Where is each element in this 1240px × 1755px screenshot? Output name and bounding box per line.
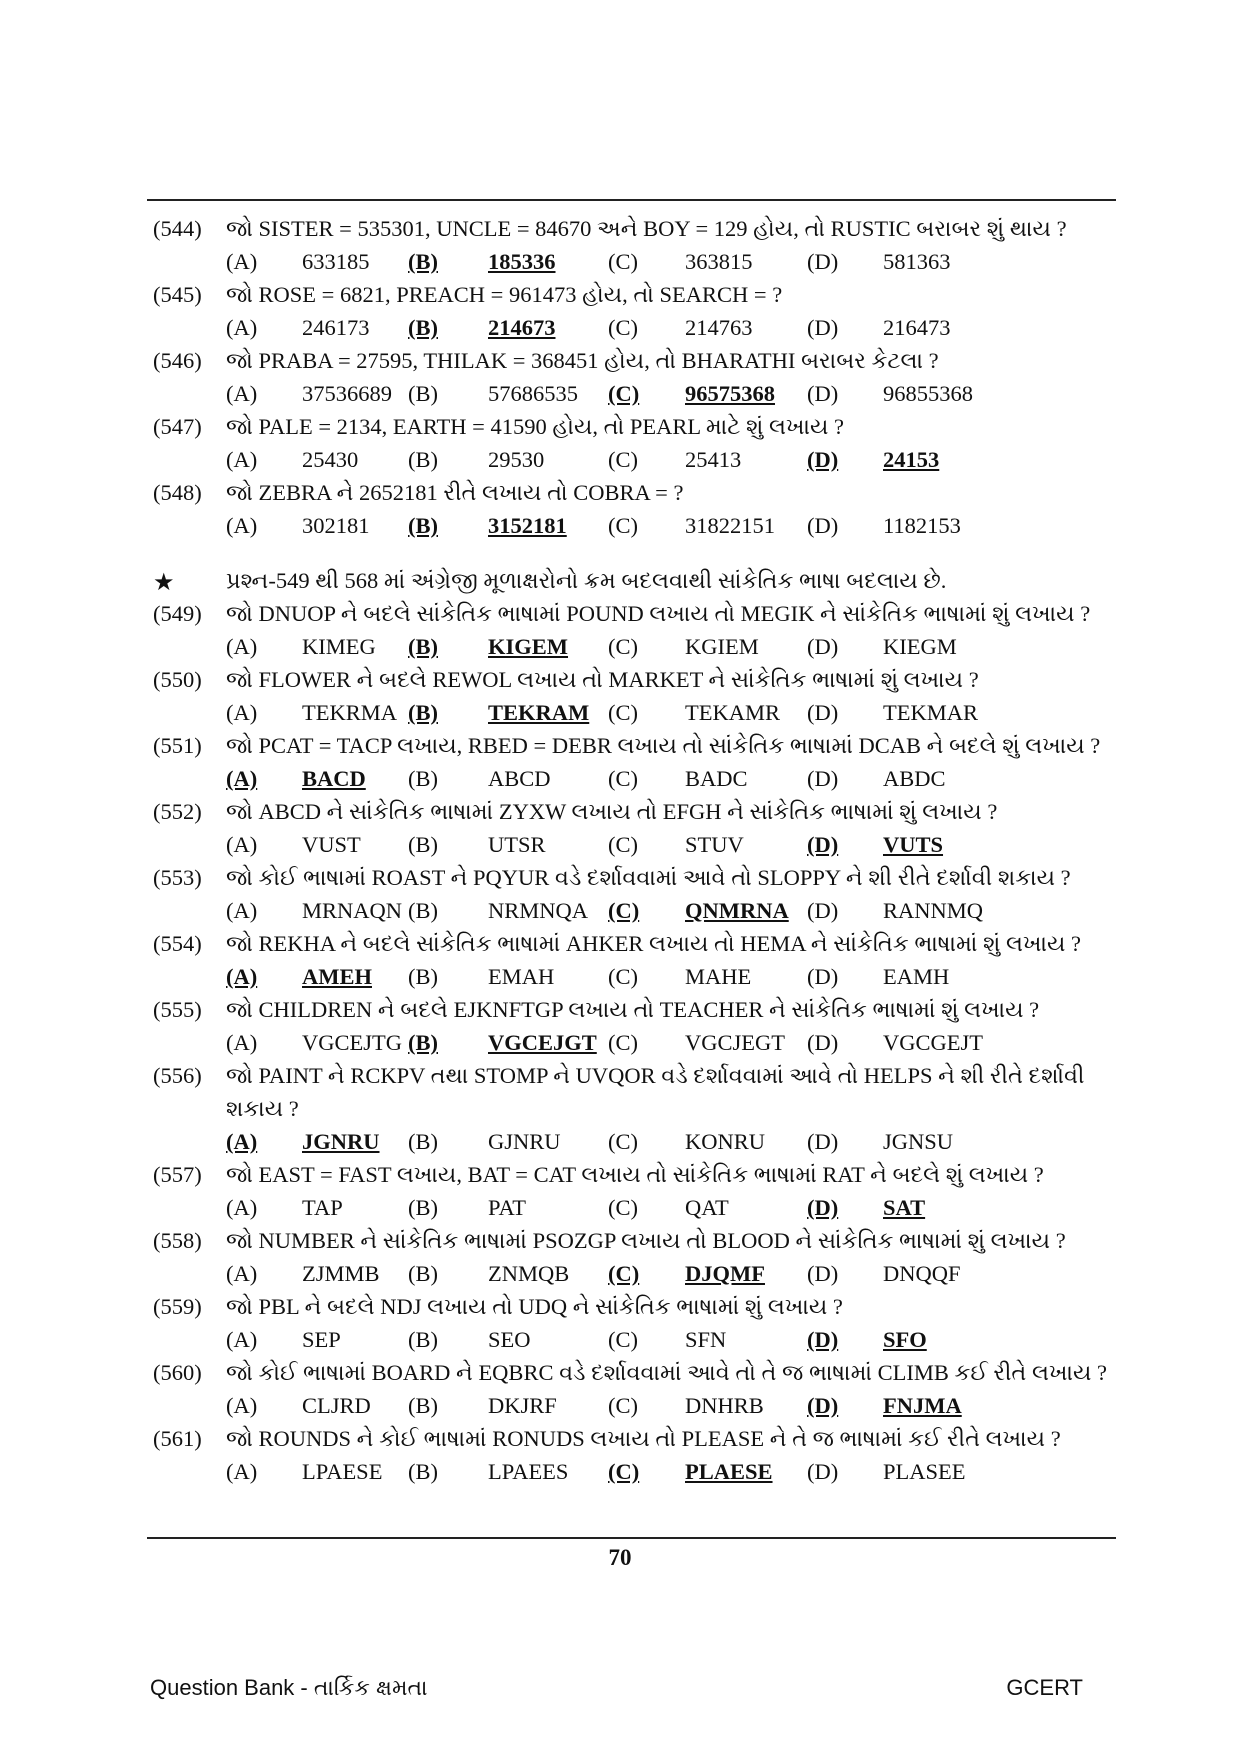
question-number: (549) bbox=[153, 601, 202, 626]
option-value: MRNAQN bbox=[302, 898, 403, 923]
option-label: (B) bbox=[408, 766, 438, 791]
page-number: 70 bbox=[608, 1545, 632, 1570]
question-text: જો કોઈ ભાષામાં ROAST ને PQYUR વડે દર્શાવવામાં આવે તો SLOPPY ને શી રીતે દર્શાવી શકાય ? bbox=[226, 865, 1071, 890]
correct-option-value: VUTS bbox=[883, 832, 944, 857]
question-item bbox=[150, 601, 1120, 667]
option-label: (D) bbox=[807, 315, 839, 340]
option-value: SEP bbox=[302, 1327, 341, 1352]
option-value: VGCJEGT bbox=[685, 1030, 785, 1055]
option-label: (A) bbox=[226, 700, 258, 725]
option-value: CLJRD bbox=[302, 1393, 371, 1418]
correct-option-label: (A) bbox=[226, 1129, 258, 1154]
option-value: UTSR bbox=[488, 832, 546, 857]
option-value: ABDC bbox=[883, 766, 946, 791]
correct-option-label: (B) bbox=[408, 249, 438, 274]
option-label: (C) bbox=[608, 1327, 638, 1352]
question-group-549-561 bbox=[150, 601, 1120, 1492]
option-value: 29530 bbox=[488, 447, 545, 472]
question-line bbox=[150, 931, 1120, 964]
question-number: (546) bbox=[153, 348, 202, 373]
question-item bbox=[150, 931, 1120, 997]
options-row bbox=[150, 447, 1120, 480]
option-value: 37536689 bbox=[302, 381, 392, 406]
question-number: (544) bbox=[153, 216, 202, 241]
question-line bbox=[150, 601, 1120, 634]
option-label: (A) bbox=[226, 249, 258, 274]
question-group-544-548 bbox=[150, 216, 1120, 546]
section-gap bbox=[150, 546, 1120, 568]
question-number: (556) bbox=[153, 1063, 202, 1088]
correct-option-label: (C) bbox=[608, 1459, 640, 1484]
correct-option-value: 24153 bbox=[883, 447, 940, 472]
question-text: જો FLOWER ને બદલે REWOL લખાય તો MARKET ને સાંકેતિક ભાષામાં શું લખાય ? bbox=[226, 667, 979, 692]
bottom-rule bbox=[147, 1537, 1116, 1539]
question-line bbox=[150, 1063, 1120, 1096]
options-row bbox=[150, 513, 1120, 546]
question-item bbox=[150, 1063, 1120, 1162]
option-label: (C) bbox=[608, 766, 638, 791]
star-icon: ★ bbox=[153, 570, 175, 596]
question-item bbox=[150, 997, 1120, 1063]
correct-option-label: (D) bbox=[807, 1195, 839, 1220]
option-value: TEKRMA bbox=[302, 700, 397, 725]
correct-option-value: 3152181 bbox=[488, 513, 567, 538]
correct-option-value: QNMRNA bbox=[685, 898, 789, 923]
option-label: (D) bbox=[807, 249, 839, 274]
correct-option-value: DJQMF bbox=[685, 1261, 765, 1286]
option-label: (A) bbox=[226, 634, 258, 659]
question-item bbox=[150, 348, 1120, 414]
option-label: (B) bbox=[408, 964, 438, 989]
option-label: (C) bbox=[608, 1129, 638, 1154]
option-label: (D) bbox=[807, 1129, 839, 1154]
option-value: TEKMAR bbox=[883, 700, 978, 725]
option-label: (C) bbox=[608, 447, 638, 472]
question-text: જો કોઈ ભાષામાં BOARD ને EQBRC વડે દર્શાવવામાં આવે તો તે જ ભાષામાં CLIMB કઈ રીતે લખાય ? bbox=[226, 1360, 1108, 1385]
option-label: (B) bbox=[408, 1195, 438, 1220]
option-value: STUV bbox=[685, 832, 744, 857]
option-label: (A) bbox=[226, 832, 258, 857]
option-label: (B) bbox=[408, 832, 438, 857]
options-row bbox=[150, 315, 1120, 348]
correct-option-label: (A) bbox=[226, 964, 258, 989]
question-line bbox=[150, 1162, 1120, 1195]
option-value: PLASEE bbox=[883, 1459, 966, 1484]
question-line bbox=[150, 1294, 1120, 1327]
option-label: (D) bbox=[807, 898, 839, 923]
option-label: (D) bbox=[807, 1459, 839, 1484]
option-value: 363815 bbox=[685, 249, 753, 274]
correct-option-value: 185336 bbox=[488, 249, 556, 274]
question-text: જો PBL ને બદલે NDJ લખાય તો UDQ ને સાંકેતિક ભાષામાં શું લખાય ? bbox=[226, 1294, 843, 1319]
question-item bbox=[150, 667, 1120, 733]
option-label: (C) bbox=[608, 1030, 638, 1055]
option-label: (A) bbox=[226, 513, 258, 538]
options-row bbox=[150, 1393, 1120, 1426]
correct-option-value: BACD bbox=[302, 766, 366, 791]
question-text: જો DNUOP ને બદલે સાંકેતિક ભાષામાં POUND લખાય તો MEGIK ને સાંકેતિક ભાષામાં શું લખાય ? bbox=[226, 601, 1091, 626]
option-value: 633185 bbox=[302, 249, 370, 274]
option-label: (D) bbox=[807, 381, 839, 406]
option-label: (D) bbox=[807, 964, 839, 989]
option-value: ZNMQB bbox=[488, 1261, 570, 1286]
footer-left: Question Bank - તાર્કિક ક્ષમતા bbox=[150, 1675, 428, 1700]
question-text: જો PAINT ને RCKPV તથા STOMP ને UVQOR વડે દર્શાવવામાં આવે તો HELPS ને શી રીતે દર્શાવી bbox=[226, 1063, 1085, 1088]
option-value: DNHRB bbox=[685, 1393, 764, 1418]
option-value: JGNSU bbox=[883, 1129, 954, 1154]
correct-option-label: (A) bbox=[226, 766, 258, 791]
option-label: (B) bbox=[408, 1459, 438, 1484]
question-number: (554) bbox=[153, 931, 202, 956]
question-text: જો ROUNDS ને કોઈ ભાષામાં RONUDS લખાય તો PLEASE ને તે જ ભાષામાં કઈ રીતે લખાય ? bbox=[226, 1426, 1061, 1451]
option-label: (C) bbox=[608, 1195, 638, 1220]
question-line bbox=[150, 282, 1120, 315]
correct-option-value: 96575368 bbox=[685, 381, 775, 406]
option-label: (D) bbox=[807, 1261, 839, 1286]
question-number: (547) bbox=[153, 414, 202, 439]
question-number: (551) bbox=[153, 733, 202, 758]
options-row bbox=[150, 1459, 1120, 1492]
section-note-text: પ્રશ્ન-549 થી 568 માં અંગ્રેજી મૂળાક્ષરોનો ક્રમ બદલવાથી સાંકેતિક ભાષા બદલાય છે. bbox=[226, 568, 947, 593]
correct-option-value: SFO bbox=[883, 1327, 927, 1352]
correct-option-label: (C) bbox=[608, 898, 640, 923]
question-number: (552) bbox=[153, 799, 202, 824]
option-value: SEO bbox=[488, 1327, 531, 1352]
question-item bbox=[150, 216, 1120, 282]
question-number: (557) bbox=[153, 1162, 202, 1187]
question-item bbox=[150, 1294, 1120, 1360]
option-label: (D) bbox=[807, 634, 839, 659]
options-row bbox=[150, 1327, 1120, 1360]
option-value: VGCEJTG bbox=[302, 1030, 402, 1055]
question-number: (555) bbox=[153, 997, 202, 1022]
correct-option-value: TEKRAM bbox=[488, 700, 590, 725]
option-label: (C) bbox=[608, 249, 638, 274]
question-item bbox=[150, 733, 1120, 799]
option-label: (A) bbox=[226, 1195, 258, 1220]
option-label: (A) bbox=[226, 1393, 258, 1418]
option-value: TAP bbox=[302, 1195, 343, 1220]
options-row bbox=[150, 1261, 1120, 1294]
question-text: જો CHILDREN ને બદલે EJKNFTGP લખાય તો TEACHER ને સાંકેતિક ભાષામાં શું લખાય ? bbox=[226, 997, 1040, 1022]
option-label: (C) bbox=[608, 964, 638, 989]
options-row bbox=[150, 898, 1120, 931]
option-label: (A) bbox=[226, 898, 258, 923]
correct-option-label: (D) bbox=[807, 1393, 839, 1418]
question-line bbox=[150, 667, 1120, 700]
options-row bbox=[150, 249, 1120, 282]
question-number: (560) bbox=[153, 1360, 202, 1385]
question-text: જો SISTER = 535301, UNCLE = 84670 અને BOY = 129 હોય, તો RUSTIC બરાબર શું થાય ? bbox=[226, 216, 1067, 241]
question-text: જો ZEBRA ને 2652181 રીતે લખાય તો COBRA = ? bbox=[226, 480, 684, 505]
question-item bbox=[150, 1426, 1120, 1492]
question-number: (553) bbox=[153, 865, 202, 890]
question-text: જો ABCD ને સાંકેતિક ભાષામાં ZYXW લખાય તો EFGH ને સાંકેતિક ભાષામાં શું લખાય ? bbox=[226, 799, 998, 824]
option-value: GJNRU bbox=[488, 1129, 561, 1154]
correct-option-label: (D) bbox=[807, 447, 839, 472]
option-value: VGCGEJT bbox=[883, 1030, 983, 1055]
option-label: (A) bbox=[226, 1327, 258, 1352]
top-rule bbox=[147, 199, 1116, 201]
option-label: (C) bbox=[608, 832, 638, 857]
question-item bbox=[150, 1228, 1120, 1294]
section-note bbox=[150, 568, 1120, 601]
option-value: 96855368 bbox=[883, 381, 973, 406]
option-value: 246173 bbox=[302, 315, 370, 340]
option-value: LPAESE bbox=[302, 1459, 383, 1484]
option-label: (B) bbox=[408, 1393, 438, 1418]
question-line bbox=[150, 216, 1120, 249]
option-value: ABCD bbox=[488, 766, 551, 791]
correct-option-label: (B) bbox=[408, 700, 438, 725]
correct-option-label: (B) bbox=[408, 513, 438, 538]
question-text: જો PCAT = TACP લખાય, RBED = DEBR લખાય તો સાંકેતિક ભાષામાં DCAB ને બદલે શું લખાય ? bbox=[226, 733, 1101, 758]
option-value: DKJRF bbox=[488, 1393, 557, 1418]
footer-right: GCERT bbox=[1006, 1675, 1083, 1700]
option-value: VUST bbox=[302, 832, 361, 857]
option-label: (D) bbox=[807, 1030, 839, 1055]
option-value: 25430 bbox=[302, 447, 359, 472]
option-label: (B) bbox=[408, 1129, 438, 1154]
question-line bbox=[150, 997, 1120, 1030]
correct-option-label: (B) bbox=[408, 315, 438, 340]
option-value: 214763 bbox=[685, 315, 753, 340]
question-line bbox=[150, 1360, 1120, 1393]
option-value: KGIEM bbox=[685, 634, 759, 659]
question-item bbox=[150, 799, 1120, 865]
option-value: 31822151 bbox=[685, 513, 775, 538]
question-item bbox=[150, 414, 1120, 480]
question-number: (559) bbox=[153, 1294, 202, 1319]
options-row bbox=[150, 964, 1120, 997]
options-row bbox=[150, 766, 1120, 799]
question-number: (548) bbox=[153, 480, 202, 505]
option-value: KIMEG bbox=[302, 634, 376, 659]
question-text: જો REKHA ને બદલે સાંકેતિક ભાષામાં AHKER લખાય તો HEMA ને સાંકેતિક ભાષામાં શું લખાય ? bbox=[226, 931, 1082, 956]
option-label: (B) bbox=[408, 447, 438, 472]
question-text-continued: શકાય ? bbox=[226, 1096, 299, 1121]
question-number: (550) bbox=[153, 667, 202, 692]
option-value: KIEGM bbox=[883, 634, 957, 659]
options-row bbox=[150, 700, 1120, 733]
correct-option-label: (C) bbox=[608, 381, 640, 406]
option-label: (A) bbox=[226, 1261, 258, 1286]
option-value: 57686535 bbox=[488, 381, 578, 406]
question-line bbox=[150, 1426, 1120, 1459]
correct-option-label: (B) bbox=[408, 1030, 438, 1055]
question-line bbox=[150, 1228, 1120, 1261]
question-text: જો PALE = 2134, EARTH = 41590 હોય, તો PEARL માટે શું લખાય ? bbox=[226, 414, 845, 439]
option-value: DNQQF bbox=[883, 1261, 961, 1286]
option-label: (C) bbox=[608, 513, 638, 538]
option-label: (C) bbox=[608, 634, 638, 659]
option-label: (A) bbox=[226, 1030, 258, 1055]
option-label: (C) bbox=[608, 700, 638, 725]
option-value: QAT bbox=[685, 1195, 729, 1220]
option-value: LPAEES bbox=[488, 1459, 569, 1484]
option-label: (B) bbox=[408, 898, 438, 923]
correct-option-value: FNJMA bbox=[883, 1393, 962, 1418]
question-number: (545) bbox=[153, 282, 202, 307]
options-row bbox=[150, 1195, 1120, 1228]
question-item bbox=[150, 282, 1120, 348]
correct-option-value: 214673 bbox=[488, 315, 556, 340]
option-label: (A) bbox=[226, 447, 258, 472]
option-value: 25413 bbox=[685, 447, 742, 472]
question-number: (558) bbox=[153, 1228, 202, 1253]
options-row bbox=[150, 832, 1120, 865]
question-item bbox=[150, 1360, 1120, 1426]
option-value: EMAH bbox=[488, 964, 555, 989]
option-label: (A) bbox=[226, 381, 258, 406]
options-row bbox=[150, 1129, 1120, 1162]
correct-option-value: VGCEJGT bbox=[488, 1030, 597, 1055]
option-value: NRMNQA bbox=[488, 898, 589, 923]
question-line bbox=[150, 865, 1120, 898]
correct-option-value: JGNRU bbox=[302, 1129, 380, 1154]
option-label: (D) bbox=[807, 700, 839, 725]
option-value: 1182153 bbox=[883, 513, 961, 538]
option-value: ZJMMB bbox=[302, 1261, 380, 1286]
option-label: (B) bbox=[408, 1327, 438, 1352]
question-item bbox=[150, 865, 1120, 931]
option-label: (D) bbox=[807, 766, 839, 791]
question-line bbox=[150, 348, 1120, 381]
question-line bbox=[150, 480, 1120, 513]
options-row bbox=[150, 634, 1120, 667]
options-row bbox=[150, 1030, 1120, 1063]
option-label: (B) bbox=[408, 381, 438, 406]
correct-option-value: AMEH bbox=[302, 964, 372, 989]
question-line-continued bbox=[150, 1096, 1120, 1129]
correct-option-value: SAT bbox=[883, 1195, 926, 1220]
correct-option-label: (D) bbox=[807, 1327, 839, 1352]
correct-option-label: (D) bbox=[807, 832, 839, 857]
question-text: જો PRABA = 27595, THILAK = 368451 હોય, તો BHARATHI બરાબર કેટલા ? bbox=[226, 348, 939, 373]
option-value: 216473 bbox=[883, 315, 951, 340]
question-text: જો ROSE = 6821, PREACH = 961473 હોય, તો SEARCH = ? bbox=[226, 282, 783, 307]
option-value: MAHE bbox=[685, 964, 752, 989]
question-line bbox=[150, 799, 1120, 832]
correct-option-value: KIGEM bbox=[488, 634, 569, 659]
option-value: 581363 bbox=[883, 249, 951, 274]
question-item bbox=[150, 1162, 1120, 1228]
option-value: EAMH bbox=[883, 964, 950, 989]
option-label: (A) bbox=[226, 1459, 258, 1484]
option-label: (B) bbox=[408, 1261, 438, 1286]
options-row bbox=[150, 381, 1120, 414]
question-item bbox=[150, 480, 1120, 546]
question-text: જો NUMBER ને સાંકેતિક ભાષામાં PSOZGP લખાય તો BLOOD ને સાંકેતિક ભાષામાં શું લખાય ? bbox=[226, 1228, 1066, 1253]
correct-option-label: (C) bbox=[608, 1261, 640, 1286]
question-line bbox=[150, 733, 1120, 766]
correct-option-value: PLAESE bbox=[685, 1459, 773, 1484]
option-value: TEKAMR bbox=[685, 700, 780, 725]
question-text: જો EAST = FAST લખાય, BAT = CAT લખાય તો સાંકેતિક ભાષામાં RAT ને બદલે શું લખાય ? bbox=[226, 1162, 1044, 1187]
option-label: (C) bbox=[608, 1393, 638, 1418]
question-list bbox=[150, 216, 1120, 1492]
option-value: KONRU bbox=[685, 1129, 766, 1154]
option-label: (C) bbox=[608, 315, 638, 340]
question-number: (561) bbox=[153, 1426, 202, 1451]
option-value: PAT bbox=[488, 1195, 526, 1220]
option-value: RANNMQ bbox=[883, 898, 984, 923]
option-value: BADC bbox=[685, 766, 748, 791]
question-line bbox=[150, 414, 1120, 447]
option-label: (A) bbox=[226, 315, 258, 340]
option-label: (D) bbox=[807, 513, 839, 538]
option-value: SFN bbox=[685, 1327, 727, 1352]
correct-option-label: (B) bbox=[408, 634, 438, 659]
option-value: 302181 bbox=[302, 513, 370, 538]
